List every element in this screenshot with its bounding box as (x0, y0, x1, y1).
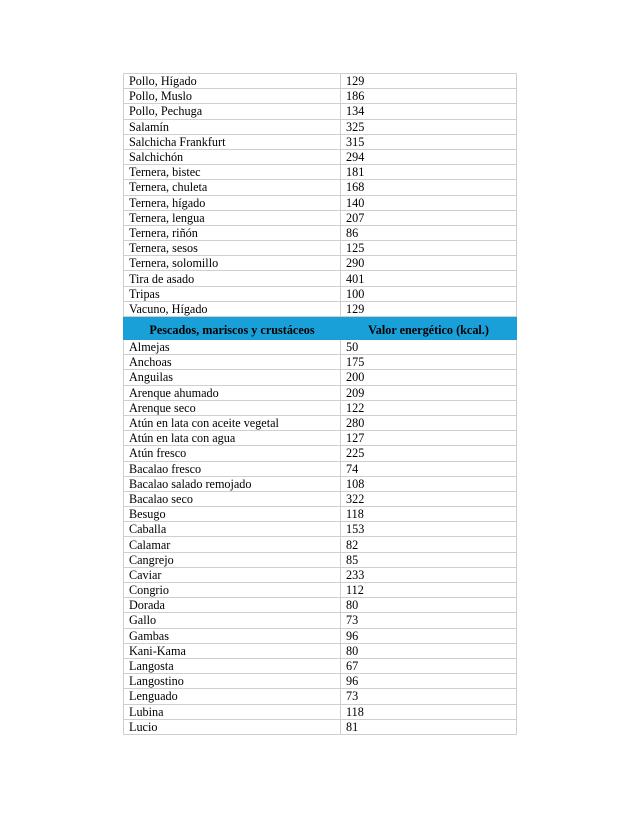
header-energy-label: Valor energético (kcal.) (368, 323, 489, 337)
energy-value-cell: 125 (341, 241, 517, 256)
food-name-cell: Besugo (124, 507, 341, 522)
table-row (124, 385, 517, 400)
energy-value-cell: 315 (341, 134, 517, 149)
food-name-cell: Arenque ahumado (124, 385, 341, 400)
food-name-cell: Calamar (124, 537, 341, 552)
energy-value-cell: 50 (341, 340, 517, 355)
table-row (124, 537, 517, 552)
food-name-cell: Bacalao salado remojado (124, 476, 341, 491)
table-row (124, 522, 517, 537)
table-row (124, 256, 517, 271)
energy-value-cell: 112 (341, 583, 517, 598)
energy-value-cell: 82 (341, 537, 517, 552)
food-name-cell: Ternera, lengua (124, 210, 341, 225)
calorie-table (123, 73, 517, 735)
food-name-cell: Atún en lata con aceite vegetal (124, 415, 341, 430)
table-row (124, 74, 517, 89)
food-name-cell: Gallo (124, 613, 341, 628)
table-row (124, 195, 517, 210)
food-name-cell: Pollo, Hígado (124, 74, 341, 89)
energy-value-cell: 118 (341, 507, 517, 522)
energy-value-cell: 74 (341, 461, 517, 476)
table-row (124, 119, 517, 134)
table-row (124, 165, 517, 180)
energy-value-cell: 80 (341, 643, 517, 658)
food-name-cell: Langostino (124, 674, 341, 689)
table-row (124, 370, 517, 385)
energy-value-cell: 81 (341, 719, 517, 734)
food-name-cell: Caballa (124, 522, 341, 537)
table-row (124, 104, 517, 119)
fish-section (124, 340, 517, 735)
food-name-cell: Salamín (124, 119, 341, 134)
table-row (124, 271, 517, 286)
table-row (124, 628, 517, 643)
food-name-cell: Atún en lata con agua (124, 431, 341, 446)
energy-value-cell: 186 (341, 89, 517, 104)
energy-value-cell: 127 (341, 431, 517, 446)
table-row (124, 225, 517, 240)
energy-value-cell: 294 (341, 149, 517, 164)
energy-value-cell: 67 (341, 658, 517, 673)
food-name-cell: Anguilas (124, 370, 341, 385)
table-row (124, 431, 517, 446)
food-name-cell: Pollo, Pechuga (124, 104, 341, 119)
energy-value-cell: 96 (341, 674, 517, 689)
meat-section (124, 74, 517, 317)
energy-value-cell: 200 (341, 370, 517, 385)
table-row (124, 613, 517, 628)
food-name-cell: Bacalao fresco (124, 461, 341, 476)
header-energy (341, 317, 517, 340)
food-name-cell: Ternera, chuleta (124, 180, 341, 195)
food-name-cell: Gambas (124, 628, 341, 643)
table-row (124, 689, 517, 704)
section-header-row (124, 317, 517, 340)
food-name-cell: Almejas (124, 340, 341, 355)
food-name-cell: Bacalao seco (124, 491, 341, 506)
energy-value-cell: 207 (341, 210, 517, 225)
food-name-cell: Tira de asado (124, 271, 341, 286)
food-name-cell: Atún fresco (124, 446, 341, 461)
energy-value-cell: 134 (341, 104, 517, 119)
energy-value-cell: 225 (341, 446, 517, 461)
energy-value-cell: 85 (341, 552, 517, 567)
food-name-cell: Arenque seco (124, 400, 341, 415)
table-row (124, 567, 517, 582)
table-row (124, 461, 517, 476)
energy-value-cell: 86 (341, 225, 517, 240)
table-row (124, 658, 517, 673)
table-row (124, 719, 517, 734)
table-row (124, 415, 517, 430)
energy-value-cell: 290 (341, 256, 517, 271)
energy-value-cell: 181 (341, 165, 517, 180)
table-row (124, 674, 517, 689)
energy-value-cell: 325 (341, 119, 517, 134)
energy-value-cell: 118 (341, 704, 517, 719)
table-row (124, 476, 517, 491)
food-name-cell: Vacuno, Hígado (124, 301, 341, 316)
table-row (124, 598, 517, 613)
food-name-cell: Salchicha Frankfurt (124, 134, 341, 149)
food-name-cell: Ternera, riñón (124, 225, 341, 240)
table-row (124, 286, 517, 301)
table-row (124, 507, 517, 522)
energy-value-cell: 233 (341, 567, 517, 582)
energy-value-cell: 280 (341, 415, 517, 430)
table-row (124, 210, 517, 225)
food-name-cell: Cangrejo (124, 552, 341, 567)
table-row (124, 552, 517, 567)
food-name-cell: Pollo, Muslo (124, 89, 341, 104)
table-row (124, 134, 517, 149)
table-row (124, 89, 517, 104)
energy-value-cell: 140 (341, 195, 517, 210)
food-name-cell: Kani-Kama (124, 643, 341, 658)
table-row (124, 241, 517, 256)
table-row (124, 301, 517, 316)
table-row (124, 355, 517, 370)
food-name-cell: Lucio (124, 719, 341, 734)
table-row (124, 400, 517, 415)
energy-value-cell: 122 (341, 400, 517, 415)
table-row (124, 491, 517, 506)
table-row (124, 180, 517, 195)
table-row (124, 704, 517, 719)
table-row (124, 643, 517, 658)
energy-value-cell: 175 (341, 355, 517, 370)
food-name-cell: Ternera, hígado (124, 195, 341, 210)
food-name-cell: Ternera, bistec (124, 165, 341, 180)
food-name-cell: Anchoas (124, 355, 341, 370)
energy-value-cell: 100 (341, 286, 517, 301)
energy-value-cell: 153 (341, 522, 517, 537)
energy-value-cell: 322 (341, 491, 517, 506)
energy-value-cell: 129 (341, 74, 517, 89)
energy-value-cell: 73 (341, 689, 517, 704)
energy-value-cell: 73 (341, 613, 517, 628)
energy-value-cell: 129 (341, 301, 517, 316)
food-name-cell: Tripas (124, 286, 341, 301)
energy-value-cell: 80 (341, 598, 517, 613)
table-row (124, 446, 517, 461)
food-name-cell: Ternera, solomillo (124, 256, 341, 271)
header-category (124, 317, 341, 340)
food-name-cell: Lenguado (124, 689, 341, 704)
energy-value-cell: 209 (341, 385, 517, 400)
table-row (124, 149, 517, 164)
food-name-cell: Ternera, sesos (124, 241, 341, 256)
table-row (124, 340, 517, 355)
food-name-cell: Langosta (124, 658, 341, 673)
fish-section-header (124, 317, 517, 340)
food-name-cell: Congrio (124, 583, 341, 598)
table-row (124, 583, 517, 598)
energy-value-cell: 108 (341, 476, 517, 491)
food-name-cell: Salchichón (124, 149, 341, 164)
energy-value-cell: 401 (341, 271, 517, 286)
food-name-cell: Lubina (124, 704, 341, 719)
energy-value-cell: 168 (341, 180, 517, 195)
header-category-label: Pescados, mariscos y crustáceos (149, 323, 315, 337)
energy-value-cell: 96 (341, 628, 517, 643)
food-name-cell: Caviar (124, 567, 341, 582)
food-name-cell: Dorada (124, 598, 341, 613)
